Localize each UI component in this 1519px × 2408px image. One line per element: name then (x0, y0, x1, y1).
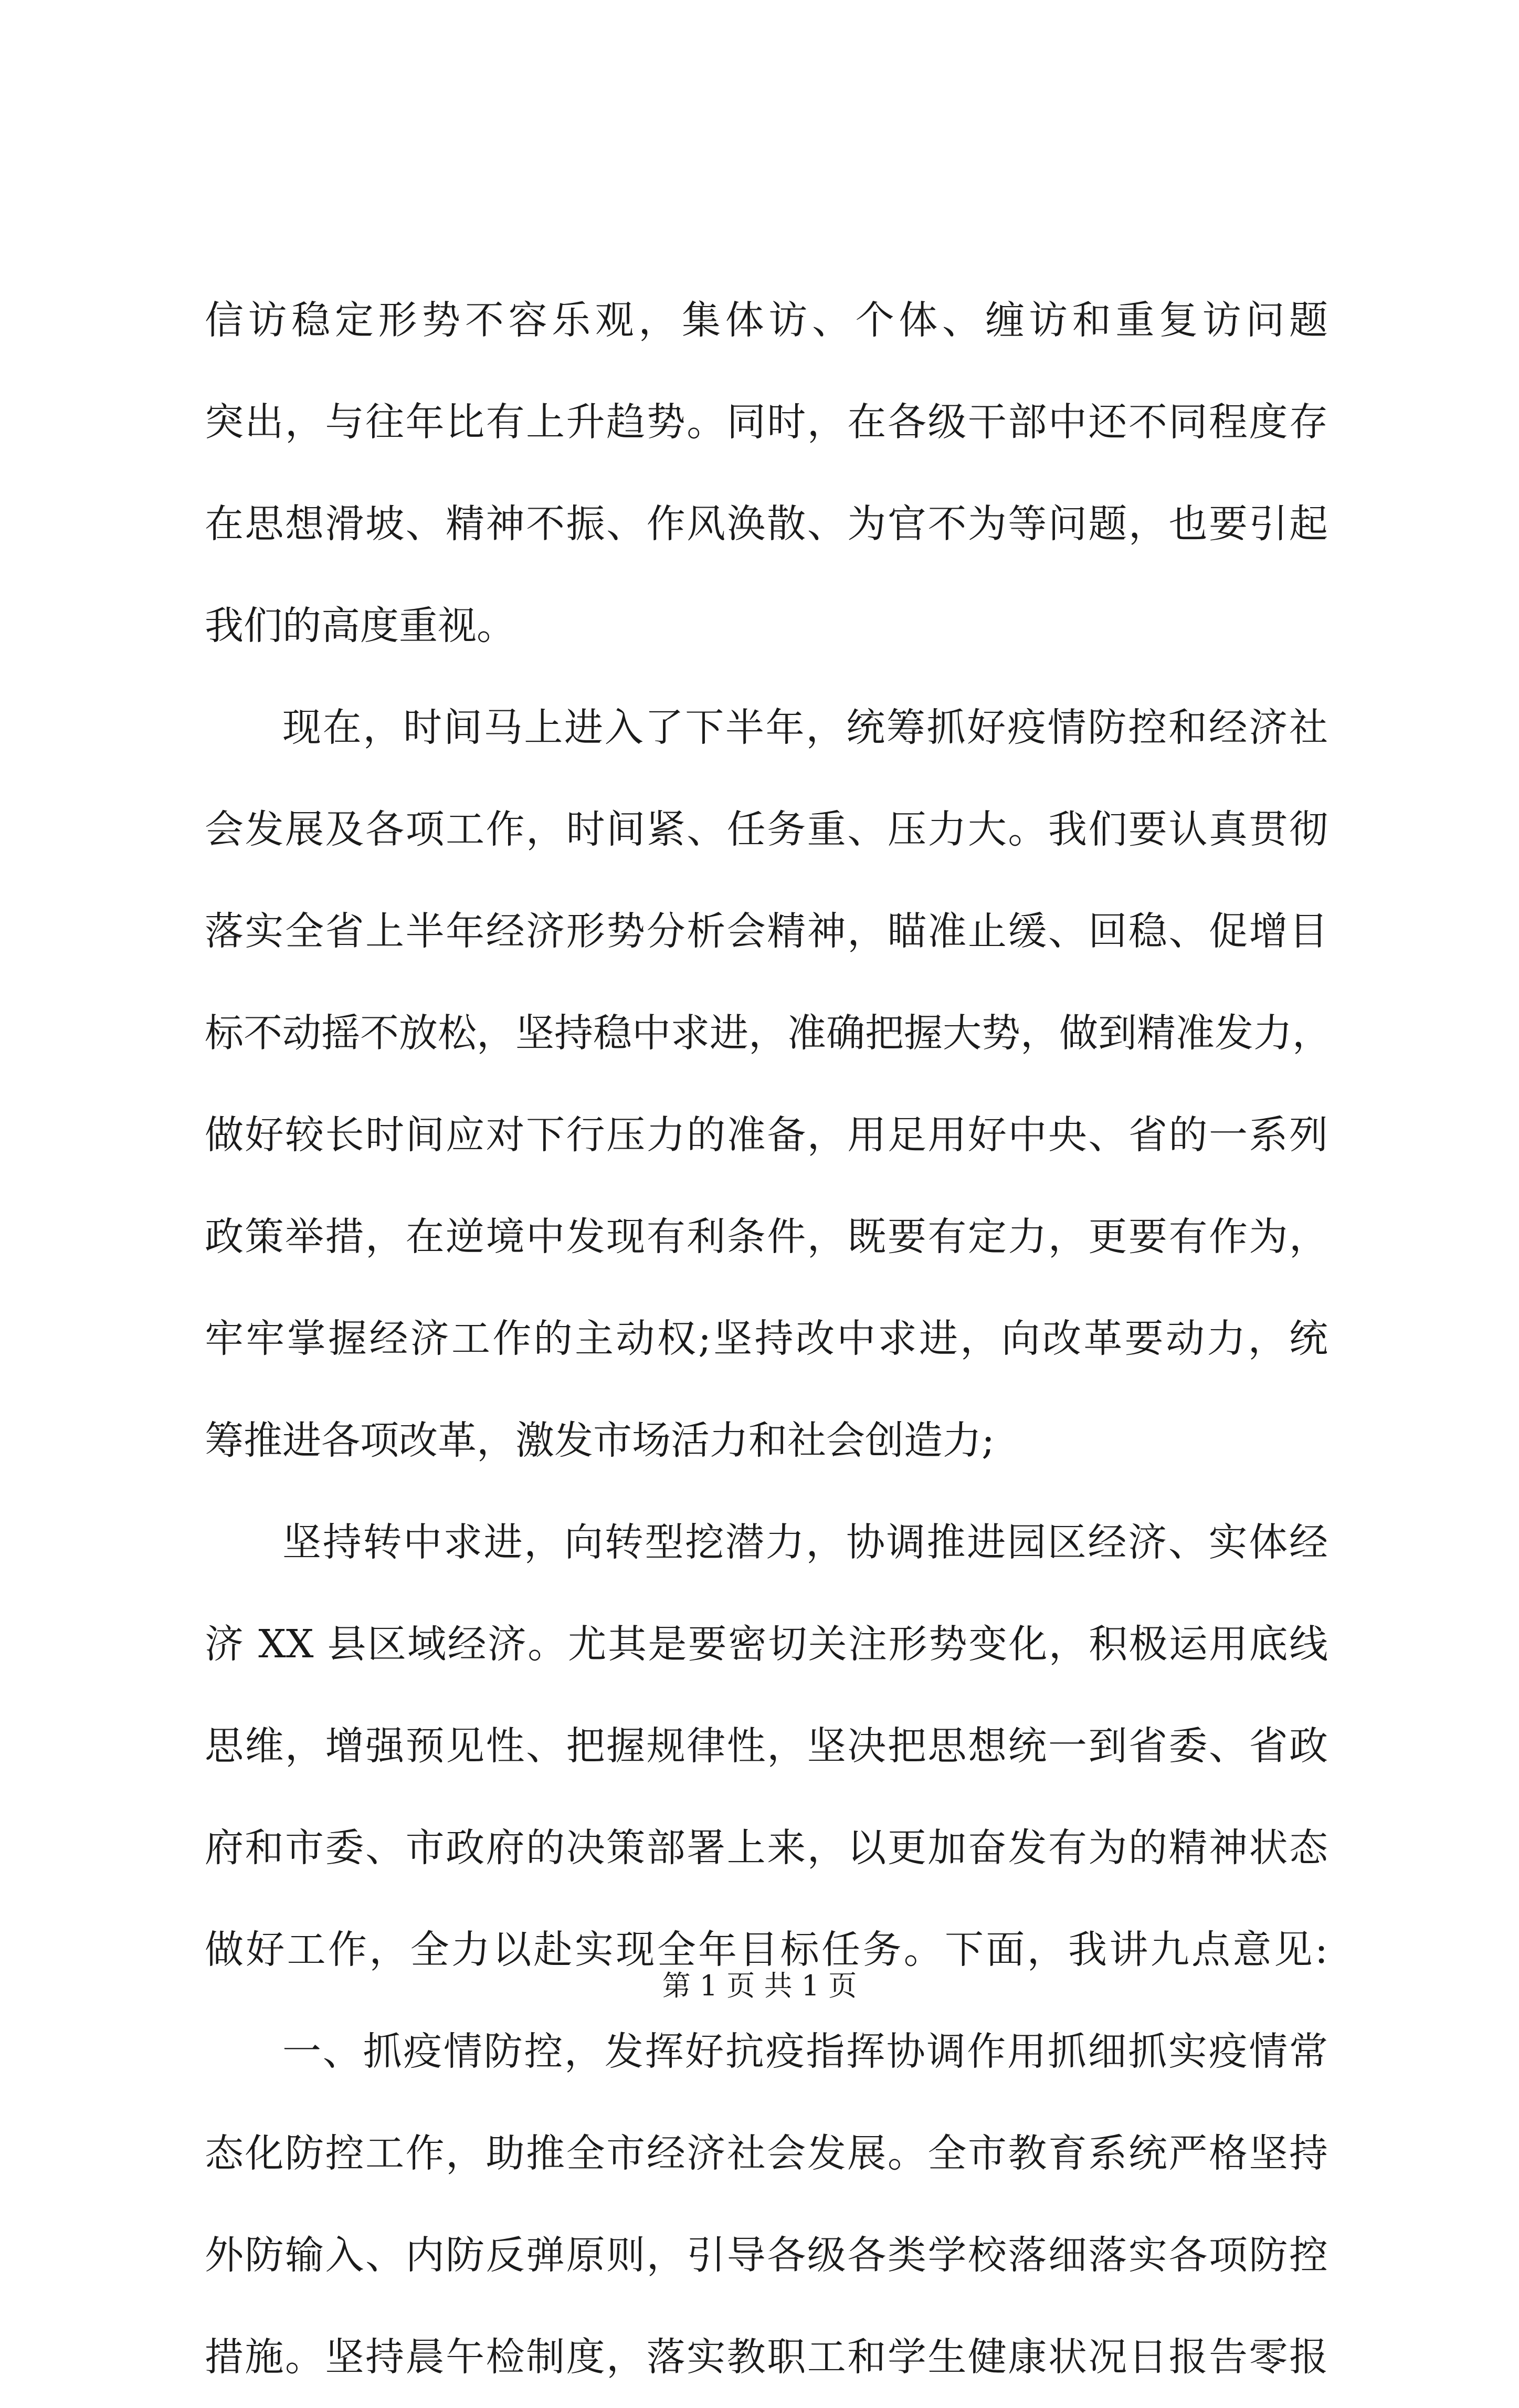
body-line: 府和市委、市政府的决策部署上来，以更加奋发有为的精神状态 (205, 1825, 1328, 1870)
body-line: 外防输入、内防反弹原则，引导各级各类学校落细落实各项防控 (205, 2233, 1328, 2278)
page-number-footer: 第 1 页 共 1 页 (662, 1969, 857, 2002)
body-line: 思维，增强预见性、把握规律性，坚决把思想统一到省委、省政 (205, 1723, 1328, 1769)
body-line: 我们的高度重视。 (205, 603, 515, 648)
body-line: 牢牢掌握经济工作的主动权;坚持改中求进，向改革要动力，统 (205, 1316, 1328, 1361)
body-line: 措施。坚持晨午检制度，落实教职工和学生健康状况日报告零报 (205, 2335, 1328, 2380)
body-line: 一、抓疫情防控，发挥好抗疫指挥协调作用抓细抓实疫情常 (282, 2029, 1328, 2074)
document-body (205, 269, 1331, 2408)
body-line: 做好工作，全力以赴实现全年目标任务。下面，我讲九点意见: (205, 1927, 1328, 1972)
body-line: 态化防控工作，助推全市经济社会发展。全市教育系统严格坚持 (205, 2131, 1328, 2176)
body-line: 坚持转中求进，向转型挖潜力，协调推进园区经济、实体经 (282, 1520, 1328, 1565)
body-line: 政策举措，在逆境中发现有利条件，既要有定力，更要有作为， (205, 1214, 1328, 1259)
body-line: 落实全省上半年经济形势分析会精神，瞄准止缓、回稳、促增目 (205, 909, 1328, 954)
body-line: 做好较长时间应对下行压力的准备，用足用好中央、省的一系列 (205, 1112, 1328, 1158)
body-line: 标不动摇不放松，坚持稳中求进，准确把握大势，做到精准发力， (205, 1011, 1331, 1056)
body-line: 在思想滑坡、精神不振、作风涣散、为官不为等问题，也要引起 (205, 501, 1328, 546)
body-line: 筹推进各项改革，激发市场活力和社会创造力; (205, 1418, 995, 1463)
body-line: 济 XX 县区域经济。尤其是要密切关注形势变化，积极运用底线 (205, 1622, 1328, 1667)
body-line: 突出，与往年比有上升趋势。同时，在各级干部中还不同程度存 (205, 399, 1328, 445)
body-line: 会发展及各项工作，时间紧、任务重、压力大。我们要认真贯彻 (205, 807, 1328, 852)
body-line: 现在，时间马上进入了下半年，统筹抓好疫情防控和经济社 (282, 705, 1328, 750)
body-line: 信访稳定形势不容乐观，集体访、个体、缠访和重复访问题 (205, 298, 1328, 343)
